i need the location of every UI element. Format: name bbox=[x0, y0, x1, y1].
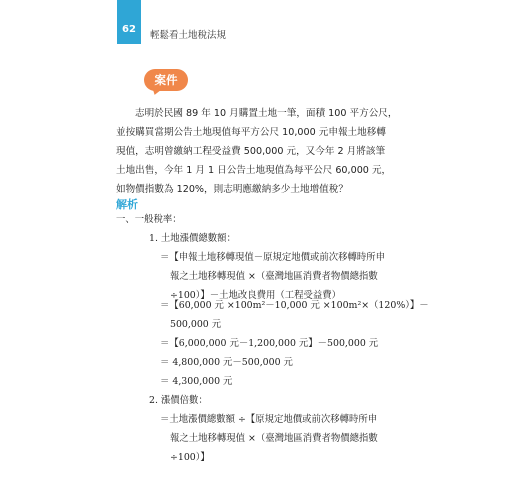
sub-increment-multiple: 2. 漲價倍數： bbox=[149, 395, 208, 406]
formula-5: ＝ 4,300,000 元 bbox=[160, 376, 233, 387]
book-title: 輕鬆看土地稅法規 bbox=[150, 30, 227, 41]
formula-1-line-2: 報之土地移轉現值 ×（臺灣地區消費者物價總指數 bbox=[170, 271, 378, 282]
page-number-tab bbox=[117, 0, 141, 44]
formula-3: ＝【6,000,000 元－1,200,000 元】－500,000 元 bbox=[160, 338, 379, 349]
case-line-2: 並按購買當期公告土地現值每平方公尺 10,000 元申報土地移轉 bbox=[116, 127, 386, 138]
case-line-3: 現值，志明曾繳納工程受益費 500,000 元，又今年 2 月將該筆 bbox=[116, 146, 386, 157]
case-description bbox=[116, 104, 416, 199]
formula-6-line-1: ＝土地漲價總數額 ÷【原規定地價或前次移轉時所申 bbox=[160, 414, 378, 425]
case-badge bbox=[144, 69, 188, 93]
case-line-4: 土地出售，今年 1 月 1 日公告土地現值為每平公尺 60,000 元， bbox=[116, 165, 392, 176]
page-number: 62 bbox=[122, 24, 136, 35]
sub-land-increment-total: 1. 土地漲價總數額： bbox=[149, 233, 236, 244]
formula-1-line-3: ÷100）】－土地改良費用（工程受益費） bbox=[170, 290, 342, 301]
formula-6-line-3: ÷100）】 bbox=[170, 452, 210, 463]
formula-2-line-1: ＝【60,000 元 ×100m²－10,000 元 ×100m²×（120%）】－ bbox=[160, 300, 429, 311]
formula-2-line-2: 500,000 元 bbox=[170, 319, 222, 330]
formula-6-line-2: 報之土地移轉現值 ×（臺灣地區消費者物價總指數 bbox=[170, 433, 378, 444]
item-general-rate: 一、一般稅率： bbox=[116, 214, 182, 225]
case-badge-label: 案件 bbox=[144, 69, 188, 91]
case-line-1: 志明於民國 89 年 10 月購置土地一筆，面積 100 平方公尺， bbox=[135, 108, 398, 119]
case-line-5: 如物價指數為 120%，則志明應繳納多少土地增值稅？ bbox=[116, 184, 348, 195]
formula-1-line-1: ＝【申報土地移轉現值－原規定地價或前次移轉時所申 bbox=[160, 252, 386, 263]
formula-4: ＝ 4,800,000 元－500,000 元 bbox=[160, 357, 293, 368]
analysis-title: 解析 bbox=[116, 198, 138, 211]
